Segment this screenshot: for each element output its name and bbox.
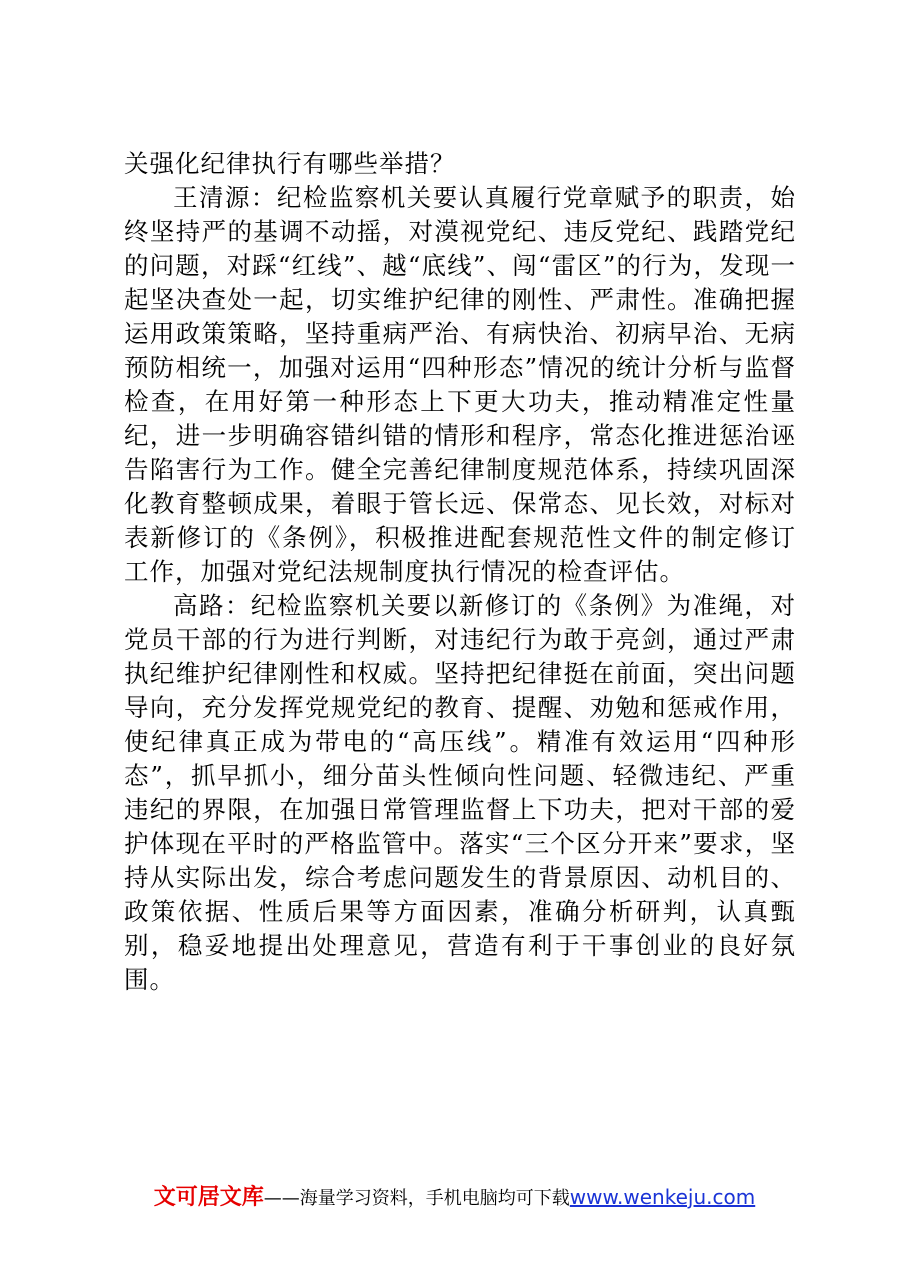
footer-watermark: [0, 1180, 909, 1211]
footer-slogan: ——海量学习资料，手机电脑均可下载: [263, 1188, 570, 1209]
paragraph-continuation: 关强化纪律执行有哪些举措？: [124, 149, 456, 178]
document-body: [124, 147, 796, 997]
paragraph-wang-qingyuan: 王清源：纪检监察机关要认真履行党章赋予的职责，始终坚持严的基调不动摇，对漠视党纪、违反党纪、践踏党纪的问题，对踩“红线”、越“底线”、闯“雷区”的行为，发现一起坚决查处一起，切实维护纪律的刚性、严肃性。准确把握运用政策策略，坚持重病严治、有病快治、初病早治、无病预防相统一，加强对运用“四种形态”情况的统计分析与监督检查，在用好第一种形态上下更大功夫，推动精准定性量纪，进一步明确容错纠错的情形和程序，常态化推进惩治诬告陷害行为工作。健全完善纪律制度规范体系，持续巩固深化教育整顿成果，着眼于管长远、保常态、见长效，对标对表新修订的《条例》，积极推进配套规范性文件的制定修订工作，加强对党纪法规制度执行情况的检查评估。: [124, 183, 796, 586]
footer-site-link[interactable]: www.wenkeju.com: [569, 1185, 756, 1209]
paragraph-gao-lu: 高路：纪检监察机关要以新修订的《条例》为准绳，对党员干部的行为进行判断，对违纪行为敢于亮剑，通过严肃执纪维护纪律刚性和权威。坚持把纪律挺在前面，突出问题导向，充分发挥党规党纪的教育、提醒、劝勉和惩戒作用，使纪律真正成为带电的“高压线”。精准有效运用“四种形态”，抓早抓小，细分苗头性倾向性问题、轻微违纪、严重违纪的界限，在加强日常管理监督上下功夫，把对干部的爱护体现在平时的严格监管中。落实“三个区分开来”要求，坚持从实际出发，综合考虑问题发生的背景原因、动机目的、政策依据、性质后果等方面因素，准确分析研判，认真甄别，稳妥地提出处理意见，营造有利于干事创业的良好氛围。: [124, 591, 796, 994]
footer-brand: 文可居文库: [153, 1185, 264, 1210]
